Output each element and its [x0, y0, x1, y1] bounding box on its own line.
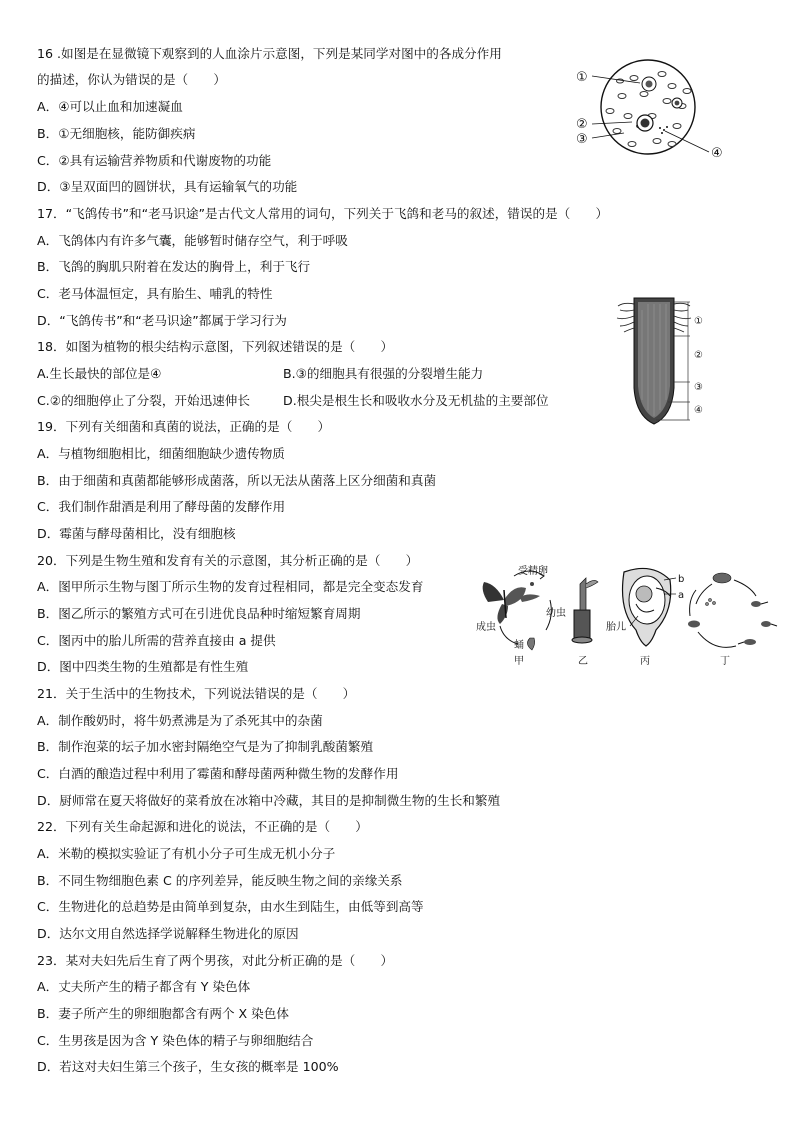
q17-stem: 17．“飞鸽传书”和“老马识途”是古代文人常用的词句，下列关于飞鸽和老马的叙述，错误的是（ ）	[37, 206, 609, 221]
label-jia: 甲	[514, 656, 524, 667]
root-label-3: ③	[694, 382, 703, 393]
q20-stem: 20．下列是生物生殖和发育有关的示意图，其分析正确的是（ ）	[37, 553, 419, 568]
q17-option-d: D．“飞鸽传书”和“老马识途”都属于学习行为	[37, 313, 287, 328]
blood-label-3: ③	[576, 132, 588, 147]
q23-option-c: C．生男孩是因为含 Y 染色体的精子与卵细胞结合	[37, 1033, 314, 1048]
label-bing: 丙	[640, 656, 650, 667]
q18-option-c: C.②的细胞停止了分裂，开始迅速伸长	[37, 393, 250, 408]
label-b: b	[678, 574, 685, 585]
root-tip-figure	[612, 290, 722, 430]
q17-option-c: C．老马体温恒定，具有胎生、哺乳的特性	[37, 286, 273, 301]
q19-option-b: B．由于细菌和真菌都能够形成菌落，所以无法从菌落上区分细菌和真菌	[37, 473, 437, 488]
q21-option-a: A．制作酸奶时，将牛奶煮沸是为了杀死其中的杂菌	[37, 713, 323, 728]
q19-option-a: A．与植物细胞相比，细菌细胞缺少遗传物质	[37, 446, 285, 461]
blood-smear-figure	[572, 56, 732, 166]
label-adult: 成虫	[476, 622, 496, 633]
grafting-drawing	[572, 578, 598, 667]
q16-option-b: B．①无细胞核，能防御疾病	[37, 126, 196, 141]
q16-option-d: D．③呈双面凹的圆饼状，具有运输氧气的功能	[37, 179, 298, 194]
blood-label-4: ④	[711, 146, 723, 161]
reproduction-figure	[474, 560, 784, 670]
q20-option-b: B．图乙所示的繁殖方式可在引进优良品种时缩短繁育周期	[37, 606, 361, 621]
label-ding: 丁	[720, 656, 730, 667]
q21-option-b: B．制作泡菜的坛子加水密封隔绝空气是为了抑制乳酸菌繁殖	[37, 739, 374, 754]
q22-option-d: D．达尔文用自然选择学说解释生物进化的原因	[37, 926, 299, 941]
fetus-drawing	[606, 568, 684, 667]
q21-option-d: D．厨师常在夏天将做好的菜肴放在冰箱中冷藏，其目的是抑制微生物的生长和繁殖	[37, 793, 501, 808]
butterfly-life-cycle	[476, 564, 566, 667]
blood-label-1: ①	[576, 70, 588, 85]
q18-option-a: A.生长最快的部位是④	[37, 366, 162, 381]
q22-stem: 22．下列有关生命起源和进化的说法，不正确的是（ ）	[37, 819, 368, 834]
label-pupa: 蛹	[514, 640, 524, 651]
q23-option-a: A．丈夫所产生的精子都含有 Y 染色体	[37, 979, 251, 994]
frog-life-cycle	[688, 573, 777, 667]
q19-option-c: C．我们制作甜酒是利用了酵母菌的发酵作用	[37, 499, 286, 514]
q16-stem-line2: 的描述，你认为错误的是（ ）	[37, 72, 226, 87]
q16-stem-line1: 16 .如图是在显微镜下观察到的人血涂片示意图，下列是某同学对图中的各成分作用	[37, 46, 502, 61]
q22-option-a: A．米勒的模拟实验证了有机小分子可生成无机小分子	[37, 846, 336, 861]
q17-option-a: A．飞鸽体内有许多气囊，能够暂时储存空气，利于呼吸	[37, 233, 348, 248]
q20-option-c: C．图丙中的胎儿所需的营养直接由 a 提供	[37, 633, 276, 648]
root-label-4: ④	[694, 405, 703, 416]
q20-option-d: D．图中四类生物的生殖都是有性生殖	[37, 659, 249, 674]
root-label-1: ①	[694, 316, 703, 327]
blood-label-2: ②	[576, 117, 588, 132]
q18-stem: 18．如图为植物的根尖结构示意图，下列叙述错误的是（ ）	[37, 339, 394, 354]
q17-option-b: B．飞鸽的胸肌只附着在发达的胸骨上，利于飞行	[37, 259, 311, 274]
q16-option-c: C．②具有运输营养物质和代谢废物的功能	[37, 153, 272, 168]
label-a: a	[678, 590, 685, 601]
q23-option-d: D．若这对夫妇生第三个孩子，生女孩的概率是 100%	[37, 1059, 339, 1074]
label-larva: 幼虫	[546, 608, 566, 619]
q22-option-b: B．不同生物细胞色素 C 的序列差异，能反映生物之间的亲缘关系	[37, 873, 403, 888]
label-yi: 乙	[578, 656, 588, 667]
label-fetus: 胎儿	[606, 622, 626, 633]
q23-option-b: B．妻子所产生的卵细胞都含有两个 X 染色体	[37, 1006, 289, 1021]
q21-stem: 21．关于生活中的生物技术，下列说法错误的是（ ）	[37, 686, 356, 701]
root-label-2: ②	[694, 350, 703, 361]
q19-stem: 19．下列有关细菌和真菌的说法，正确的是（ ）	[37, 419, 331, 434]
q18-option-d: D.根尖是根生长和吸收水分及无机盐的主要部位	[283, 393, 549, 408]
q16-option-a: A．④可以止血和加速凝血	[37, 99, 183, 114]
q19-option-d: D．霉菌与酵母菌相比，没有细胞核	[37, 526, 236, 541]
q21-option-c: C．白酒的酿造过程中利用了霉菌和酵母菌两种微生物的发酵作用	[37, 766, 399, 781]
q23-stem: 23．某对夫妇先后生育了两个男孩，对此分析正确的是（ ）	[37, 953, 394, 968]
q18-option-b: B.③的细胞具有很强的分裂增生能力	[283, 366, 484, 381]
q20-option-a: A．图甲所示生物与图丁所示生物的发育过程相同，都是完全变态发育	[37, 579, 424, 594]
label-zygote: 受精卵	[518, 566, 548, 577]
q22-option-c: C．生物进化的总趋势是由简单到复杂，由水生到陆生，由低等到高等	[37, 899, 424, 914]
